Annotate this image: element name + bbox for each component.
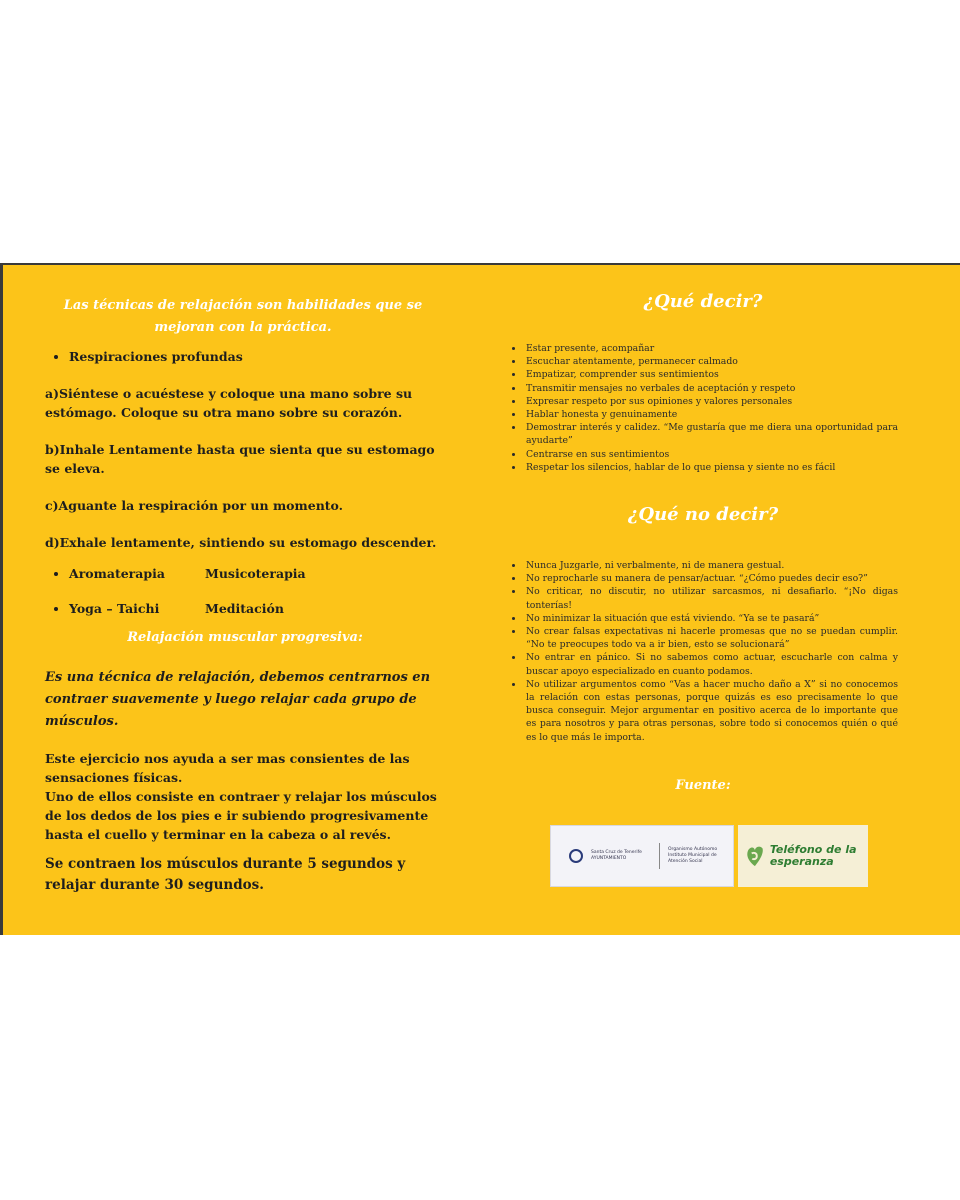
telefono-esperanza-logo [738,825,868,887]
list-item: • Escuchar atentamente, permanecer calmado [524,355,898,368]
list-item: • Demostrar interés y calidez. “Me gustaría que me diera una oportunidad para ayudarte” [524,421,898,447]
logo1-right-text: Organismo Autónomo Instituto Municipal de Atención Social [668,847,718,864]
logo1-left-text: Santa Cruz de Tenerife AYUNTAMIENTO [591,850,642,861]
exercise-text-2: Uno de ellos consiste en contraer y relajar los músculos de los dedos de los pies e ir subiendo progresivamente hasta el cuello y terminar en la cabeza o al revés. [45,789,437,842]
list-item: • Estar presente, acompañar [524,342,898,355]
subtitle-relajacion: Relajación muscular progresiva: [127,630,363,645]
list-item: • No criticar, no discutir, no utilizar sarcasmos, ni desafiarlo. “¡No digas tonterías! [524,585,898,611]
list-item: • Nunca Juzgarle, ni verbalmente, ni de manera gestual. [524,559,898,572]
list-item: • No crear falsas expectativas ni hacerle promesas que no se puedan cumplir. “No te preocupes todo va a ir bien, esto se solucionará” [524,625,898,651]
exercise-text-1: Este ejercicio nos ayuda a ser mas consientes de las sensaciones físicas. [45,751,410,785]
technique-meditacion: Meditación [205,601,284,616]
source-title: Fuente: [675,777,731,793]
right-column [508,291,898,868]
step-c: c)Aguante la respiración por un momento. [45,498,344,513]
exercise-text-3: Se contraen los músculos durante 5 segundos y relajar durante 30 segundos. [45,856,406,893]
step-d: d)Exhale lentamente, sintiendo su estomago descender. [45,535,437,550]
list-item: • Respetar los silencios, hablar de lo que piensa y siente no es fácil [524,461,898,474]
logo2-title: Teléfono de la esperanza [769,843,857,868]
technique-musicoterapia: Musicoterapia [205,566,306,581]
say-title: ¿Qué decir? [643,291,763,312]
list-item: • No reprocharle su manera de pensar/actuar. “¿Cómo puedes decir eso?” [524,572,898,585]
nosay-title: ¿Qué no decir? [627,504,779,526]
breathing-list [45,349,445,364]
list-item: • Respiraciones profundas [69,349,445,364]
heart-leaf-icon [746,838,764,874]
say-list [508,342,898,474]
iass-logo [550,825,734,887]
logo-divider [659,843,660,869]
techniques-list [45,566,445,616]
left-column [45,295,445,896]
list-item: • No utilizar argumentos como “Vas a hacer mucho daño a X” si no conocemos la relación con estas personas, porque quizás es eso precisamente lo que busca conseguir. Mejor argumentar en positivo acerca de lo importante que es para nosotros y para otras personas, sobre todo si conocemos quién o qué es lo que más le importa. [524,678,898,744]
list-item: • Centrarse en sus sentimientos [524,448,898,461]
list-item: • Expresar respeto por sus opiniones y valores personales [524,395,898,408]
step-a: a)Siéntese o acuéstese y coloque una mano sobre su estómago. Coloque su otra mano sobre su corazón. [45,386,413,420]
source-logos [550,825,868,887]
list-item [69,566,445,581]
technique-aromaterapia: • Aromaterapia [69,566,165,581]
step-b: b)Inhale Lentamente hasta que sienta que su estomago se eleva. [45,442,435,476]
intro-title: Las técnicas de relajación son habilidades que se mejoran con la práctica. [63,298,423,335]
list-item: • Transmitir mensajes no verbales de aceptación y respeto [524,382,898,395]
brochure-page [0,263,960,935]
city-seal-icon [569,849,583,863]
list-item: • No minimizar la situación que está viviendo. “Ya se te pasará” [524,612,898,625]
technique-description: Es una técnica de relajación, debemos centrarnos en contraer suavemente y luego relajar cada grupo de músculos. [45,670,431,729]
nosay-list [508,559,898,744]
list-item: • Empatizar, comprender sus sentimientos [524,368,898,381]
list-item: • No entrar en pánico. Si no sabemos como actuar, escucharle con calma y buscar apoyo especializado en cuanto podamos. [524,651,898,677]
list-item: • Hablar honesta y genuinamente [524,408,898,421]
technique-yoga: • Yoga – Taichi [69,601,160,616]
list-item [69,601,445,616]
